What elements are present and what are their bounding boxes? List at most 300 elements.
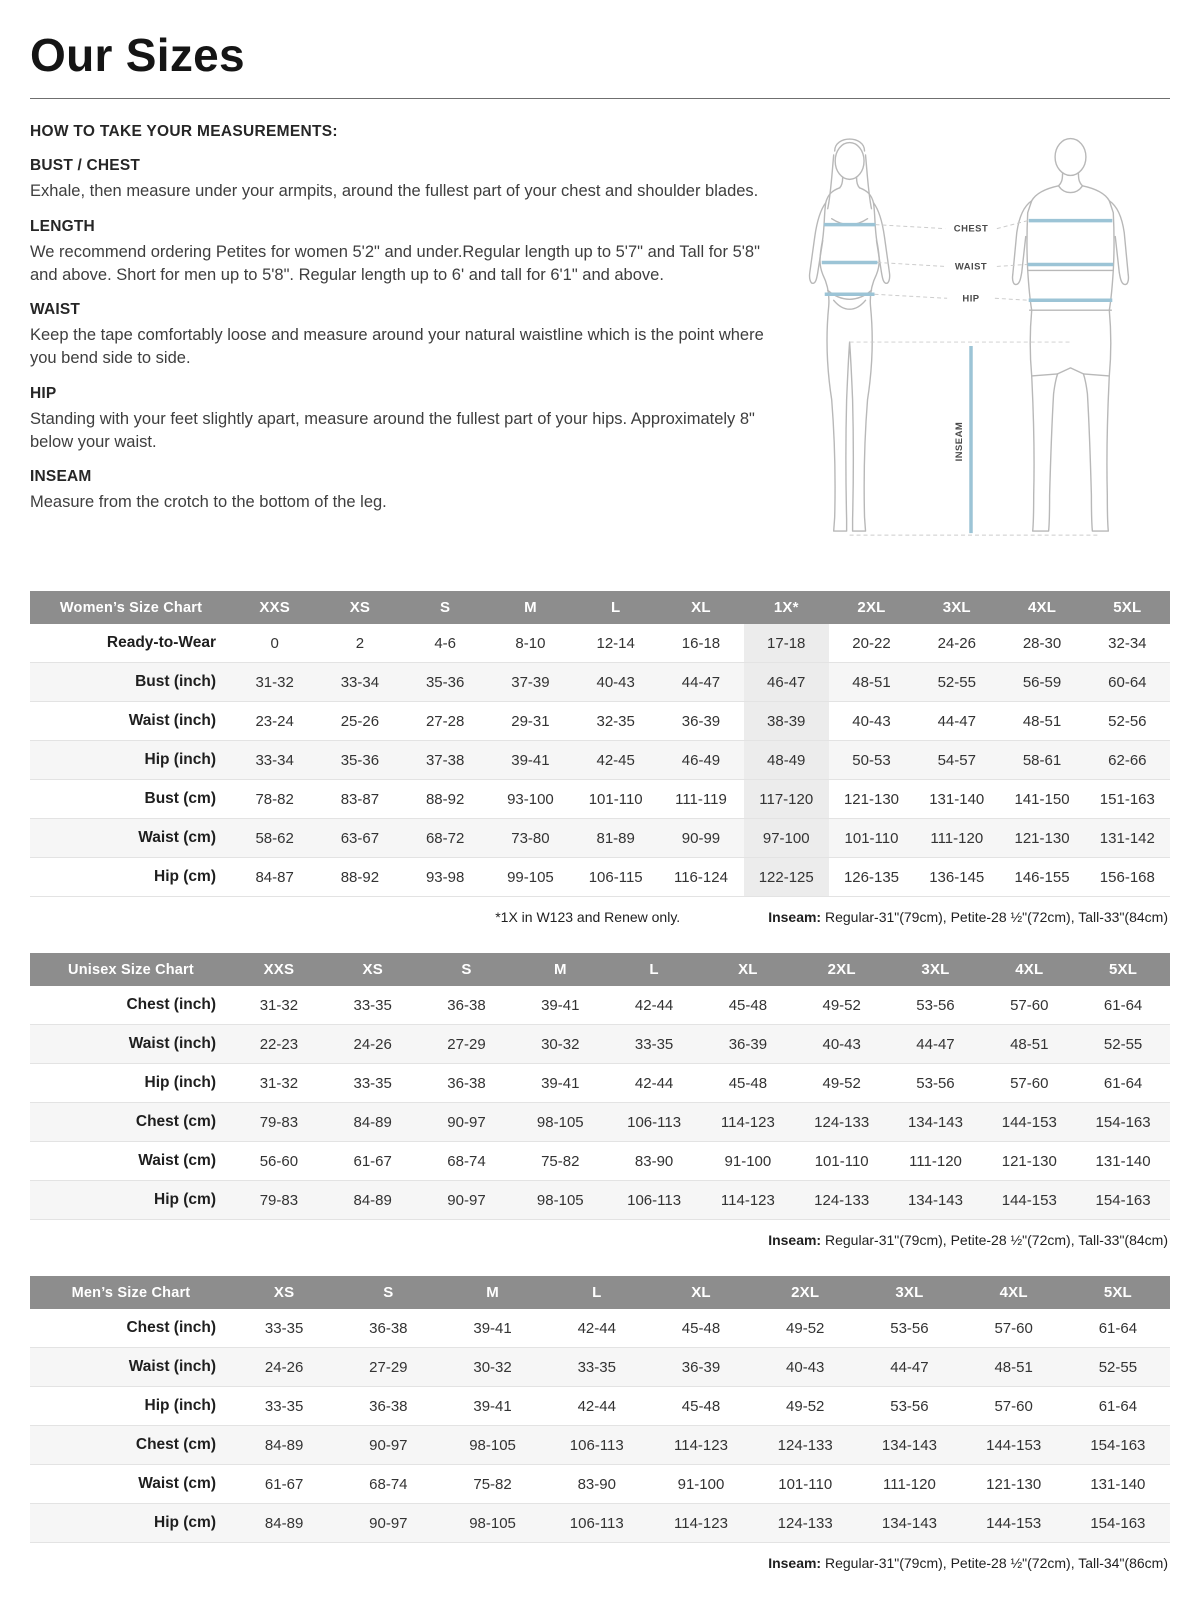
size-cell: 106-113 bbox=[627, 1113, 682, 1131]
title-divider bbox=[30, 98, 1170, 99]
size-cell: 88-92 bbox=[425, 790, 465, 808]
inseam-footnote bbox=[768, 909, 1168, 925]
table-title: Women’s Size Chart bbox=[30, 591, 232, 624]
size-cell: 114-123 bbox=[720, 1113, 775, 1131]
size-cell: 36-38 bbox=[369, 1319, 408, 1337]
size-cell: 33-35 bbox=[353, 1074, 392, 1092]
size-cell: 53-56 bbox=[916, 996, 955, 1014]
how-to-heading: HOW TO TAKE YOUR MEASUREMENTS: bbox=[30, 123, 338, 140]
size-cell: 44-47 bbox=[890, 1358, 929, 1376]
section-body: Exhale, then measure under your armpits, around the fullest part of your chest and shoulder blades. bbox=[30, 182, 759, 200]
table-row bbox=[30, 1142, 1170, 1181]
male-figure bbox=[1013, 139, 1129, 532]
size-cell: 42-44 bbox=[577, 1397, 616, 1415]
table-row bbox=[30, 819, 1170, 858]
column-header: S bbox=[420, 953, 514, 986]
size-cell: 49-52 bbox=[822, 996, 861, 1014]
size-cell: 8-10 bbox=[515, 634, 546, 652]
page-title: Our Sizes bbox=[30, 29, 245, 81]
size-table bbox=[30, 591, 1170, 897]
size-cell: 122-125 bbox=[744, 858, 829, 897]
size-cell: 134-143 bbox=[907, 1191, 963, 1209]
row-label: Waist (cm) bbox=[138, 1475, 216, 1492]
row-label: Hip (inch) bbox=[144, 1397, 216, 1414]
table-row bbox=[30, 1504, 1170, 1543]
size-cell: 45-48 bbox=[681, 1397, 721, 1415]
mens-chart-footnotes bbox=[30, 1555, 1168, 1571]
inseam-footnote-text: Regular-31"(79cm), Petite-28 ½"(72cm), Tall-33"(84cm) bbox=[821, 909, 1168, 925]
size-cell: 39-41 bbox=[473, 1397, 512, 1415]
row-label: Bust (cm) bbox=[144, 790, 216, 807]
size-cell: 16-18 bbox=[681, 634, 721, 652]
measurement-section bbox=[30, 218, 766, 287]
column-header: 3XL bbox=[889, 953, 983, 986]
size-cell: 37-39 bbox=[511, 673, 550, 691]
size-cell: 45-48 bbox=[728, 1074, 768, 1092]
column-header: S bbox=[403, 591, 488, 624]
size-cell: 33-35 bbox=[264, 1319, 304, 1337]
size-cell: 111-119 bbox=[675, 790, 727, 808]
row-label: Hip (cm) bbox=[154, 868, 216, 885]
size-cell: 40-43 bbox=[822, 1035, 861, 1053]
size-cell: 73-80 bbox=[511, 829, 550, 847]
column-header: XXS bbox=[232, 591, 317, 624]
size-cell: 131-142 bbox=[1099, 829, 1155, 847]
size-cell: 44-47 bbox=[937, 712, 976, 730]
size-cell: 53-56 bbox=[890, 1319, 929, 1337]
table-row bbox=[30, 986, 1170, 1025]
size-cell: 36-38 bbox=[447, 996, 486, 1014]
size-cell: 56-59 bbox=[1022, 673, 1062, 691]
size-cell: 57-60 bbox=[994, 1319, 1033, 1337]
size-cell: 30-32 bbox=[541, 1035, 580, 1053]
column-header: XXS bbox=[232, 953, 326, 986]
table-row bbox=[30, 702, 1170, 741]
size-cell: 144-153 bbox=[986, 1514, 1042, 1532]
inseam-footnote bbox=[768, 1232, 1168, 1248]
size-cell: 101-110 bbox=[778, 1475, 833, 1493]
size-cell: 106-113 bbox=[569, 1436, 624, 1454]
section-body: Keep the tape comfortably loose and measure around your natural waistline which is the point where you bend side to side. bbox=[30, 326, 764, 368]
table-row bbox=[30, 1103, 1170, 1142]
size-cell: 33-35 bbox=[634, 1035, 674, 1053]
size-cell: 37-38 bbox=[425, 751, 465, 769]
size-cell: 61-67 bbox=[353, 1152, 392, 1170]
size-cell: 54-57 bbox=[937, 751, 976, 769]
size-cell: 124-133 bbox=[777, 1436, 833, 1454]
column-header: XL bbox=[649, 1276, 753, 1309]
size-cell: 17-18 bbox=[744, 624, 829, 663]
size-cell: 84-87 bbox=[255, 868, 294, 886]
table-row bbox=[30, 1064, 1170, 1103]
size-cell: 61-64 bbox=[1098, 1397, 1138, 1415]
size-cell: 144-153 bbox=[1001, 1191, 1057, 1209]
size-cell: 39-41 bbox=[511, 751, 550, 769]
size-cell: 98-105 bbox=[536, 1113, 584, 1131]
size-cell: 42-44 bbox=[634, 996, 674, 1014]
section-body: Measure from the crotch to the bottom of the leg. bbox=[30, 493, 387, 512]
table-title: Men’s Size Chart bbox=[30, 1276, 232, 1309]
column-header: 2XL bbox=[753, 1276, 857, 1309]
size-cell: 24-26 bbox=[264, 1358, 304, 1376]
column-header: 5XL bbox=[1076, 953, 1170, 986]
row-label: Chest (inch) bbox=[126, 996, 216, 1013]
size-cell: 63-67 bbox=[340, 829, 380, 847]
size-cell: 49-52 bbox=[786, 1397, 825, 1415]
size-cell: 24-26 bbox=[353, 1035, 392, 1053]
size-cell: 48-49 bbox=[744, 741, 829, 780]
size-cell: 40-43 bbox=[786, 1358, 825, 1376]
size-cell: 44-47 bbox=[916, 1035, 955, 1053]
size-cell: 48-51 bbox=[1022, 712, 1062, 730]
size-cell: 42-44 bbox=[634, 1074, 674, 1092]
table-row bbox=[30, 1348, 1170, 1387]
size-cell: 29-31 bbox=[511, 712, 550, 730]
size-cell: 90-97 bbox=[369, 1514, 408, 1532]
size-cell: 20-22 bbox=[852, 634, 891, 652]
size-cell: 39-41 bbox=[541, 996, 580, 1014]
column-header: M bbox=[513, 953, 607, 986]
size-cell: 46-47 bbox=[744, 663, 829, 702]
measurement-sections bbox=[30, 157, 766, 514]
column-header: XS bbox=[326, 953, 420, 986]
size-cell: 61-64 bbox=[1098, 1319, 1138, 1337]
row-label: Bust (inch) bbox=[135, 673, 216, 690]
column-header: XS bbox=[317, 591, 402, 624]
size-cell: 28-30 bbox=[1022, 634, 1062, 652]
column-header: 5XL bbox=[1066, 1276, 1170, 1309]
table-row bbox=[30, 1025, 1170, 1064]
size-cell: 79-83 bbox=[259, 1191, 299, 1209]
size-cell: 49-52 bbox=[786, 1319, 825, 1337]
size-cell: 53-56 bbox=[916, 1074, 955, 1092]
size-cell: 33-34 bbox=[340, 673, 380, 691]
size-cell: 154-163 bbox=[1090, 1436, 1146, 1454]
size-cell: 91-100 bbox=[724, 1152, 772, 1170]
size-cell: 50-53 bbox=[852, 751, 891, 769]
size-cell: 68-72 bbox=[425, 829, 465, 847]
inseam-footnote-label: Inseam: bbox=[768, 909, 822, 925]
chest-label: CHEST bbox=[953, 223, 989, 235]
size-cell: 24-26 bbox=[937, 634, 976, 652]
size-cell: 131-140 bbox=[1090, 1475, 1146, 1493]
size-cell: 31-32 bbox=[259, 996, 299, 1014]
size-cell: 23-24 bbox=[255, 712, 294, 730]
hip-label: HIP bbox=[962, 293, 980, 305]
size-cell: 57-60 bbox=[1010, 1074, 1049, 1092]
size-cell: 141-150 bbox=[1014, 790, 1070, 808]
womens-size-chart bbox=[30, 591, 1170, 897]
size-cell: 0 bbox=[270, 634, 279, 652]
size-cell: 32-35 bbox=[596, 712, 635, 730]
size-cell: 151-163 bbox=[1099, 790, 1155, 808]
size-cell: 121-130 bbox=[1001, 1152, 1057, 1170]
waist-label: WAIST bbox=[954, 261, 988, 273]
size-cell: 84-89 bbox=[264, 1514, 304, 1532]
size-cell: 53-56 bbox=[890, 1397, 929, 1415]
size-cell: 93-100 bbox=[507, 790, 554, 808]
size-cell: 12-14 bbox=[596, 634, 635, 652]
row-label: Waist (cm) bbox=[138, 829, 216, 846]
table-row bbox=[30, 780, 1170, 819]
size-cell: 78-82 bbox=[255, 790, 294, 808]
size-cell: 33-35 bbox=[577, 1358, 616, 1376]
column-header: 2XL bbox=[795, 953, 889, 986]
size-cell: 57-60 bbox=[1010, 996, 1049, 1014]
size-cell: 97-100 bbox=[744, 819, 829, 858]
column-header: L bbox=[545, 1276, 649, 1309]
table-row bbox=[30, 741, 1170, 780]
inseam-footnote-text: Regular-31"(79cm), Petite-28 ½"(72cm), Tall-34"(86cm) bbox=[821, 1555, 1168, 1571]
size-cell: 106-113 bbox=[569, 1514, 624, 1532]
size-cell: 48-51 bbox=[852, 673, 891, 691]
mens-size-chart bbox=[30, 1276, 1170, 1543]
row-label: Hip (inch) bbox=[144, 751, 216, 768]
size-cell: 40-43 bbox=[852, 712, 891, 730]
column-header: L bbox=[607, 953, 701, 986]
header-row bbox=[30, 1276, 1170, 1309]
size-cell: 27-29 bbox=[447, 1035, 486, 1053]
size-cell: 134-143 bbox=[881, 1436, 937, 1454]
size-cell: 124-133 bbox=[814, 1191, 870, 1209]
column-header: XL bbox=[658, 591, 743, 624]
row-label: Hip (cm) bbox=[154, 1191, 216, 1208]
size-cell: 61-64 bbox=[1103, 996, 1143, 1014]
column-header: 3XL bbox=[914, 591, 999, 624]
size-cell: 144-153 bbox=[986, 1436, 1042, 1454]
column-header: 4XL bbox=[999, 591, 1084, 624]
size-cell: 101-110 bbox=[844, 829, 899, 847]
size-cell: 33-35 bbox=[353, 996, 392, 1014]
column-header: M bbox=[440, 1276, 544, 1309]
size-cell: 36-38 bbox=[369, 1397, 408, 1415]
table-row bbox=[30, 1181, 1170, 1220]
size-cell: 101-110 bbox=[814, 1152, 869, 1170]
table-row bbox=[30, 1465, 1170, 1504]
size-cell: 98-105 bbox=[536, 1191, 584, 1209]
size-cell: 75-82 bbox=[541, 1152, 580, 1170]
size-cell: 83-87 bbox=[340, 790, 380, 808]
size-cell: 52-55 bbox=[1103, 1035, 1143, 1053]
size-cell: 25-26 bbox=[340, 712, 380, 730]
size-cell: 146-155 bbox=[1014, 868, 1070, 886]
size-cell: 38-39 bbox=[744, 702, 829, 741]
size-cell: 99-105 bbox=[507, 868, 554, 886]
measurement-section bbox=[30, 301, 766, 370]
header-row bbox=[30, 953, 1170, 986]
size-cell: 57-60 bbox=[994, 1397, 1033, 1415]
table-row bbox=[30, 663, 1170, 702]
row-label: Hip (cm) bbox=[154, 1514, 216, 1531]
section-title: HIP bbox=[30, 384, 57, 402]
size-cell: 68-74 bbox=[447, 1152, 486, 1170]
size-cell: 2 bbox=[355, 634, 365, 652]
size-cell: 36-39 bbox=[681, 1358, 721, 1376]
table-row bbox=[30, 1426, 1170, 1465]
size-cell: 61-67 bbox=[264, 1475, 304, 1493]
size-cell: 84-89 bbox=[353, 1113, 392, 1131]
instructions-column bbox=[30, 123, 772, 529]
size-cell: 93-98 bbox=[425, 868, 465, 886]
column-header: 4XL bbox=[962, 1276, 1066, 1309]
size-charts-area bbox=[30, 591, 1170, 1571]
womens-chart-footnotes bbox=[30, 909, 1168, 925]
column-header: 4XL bbox=[982, 953, 1076, 986]
size-cell: 45-48 bbox=[681, 1319, 721, 1337]
size-cell: 4-6 bbox=[434, 634, 456, 652]
size-cell: 30-32 bbox=[473, 1358, 512, 1376]
row-label: Chest (inch) bbox=[126, 1319, 216, 1336]
size-cell: 134-143 bbox=[881, 1514, 937, 1532]
size-cell: 60-64 bbox=[1108, 673, 1147, 691]
diagram-column bbox=[772, 123, 1170, 583]
row-label: Hip (inch) bbox=[144, 1074, 216, 1091]
size-cell: 114-123 bbox=[720, 1191, 775, 1209]
size-cell: 42-45 bbox=[596, 751, 635, 769]
size-cell: 90-97 bbox=[447, 1113, 486, 1131]
size-cell: 52-55 bbox=[937, 673, 976, 691]
size-cell: 134-143 bbox=[907, 1113, 963, 1131]
size-cell: 154-163 bbox=[1095, 1113, 1151, 1131]
row-label: Waist (inch) bbox=[128, 1358, 216, 1375]
size-cell: 75-82 bbox=[473, 1475, 512, 1493]
section-body: We recommend ordering Petites for women 5'2" and under.Regular length up to 5'7" and Tall for 5'8" and above. Short for men up to 5'8". Regular length up to 6' and tall for 6'1" and above. bbox=[30, 242, 760, 284]
measurement-section bbox=[30, 157, 766, 203]
size-cell: 117-120 bbox=[744, 780, 829, 819]
size-cell: 27-29 bbox=[369, 1358, 408, 1376]
size-cell: 121-130 bbox=[1014, 829, 1070, 847]
section-title: BUST / CHEST bbox=[30, 157, 141, 174]
size-cell: 36-38 bbox=[447, 1074, 486, 1092]
size-cell: 79-83 bbox=[259, 1113, 299, 1131]
size-cell: 91-100 bbox=[677, 1475, 725, 1493]
section-title: INSEAM bbox=[30, 468, 92, 486]
size-cell: 52-55 bbox=[1098, 1358, 1138, 1376]
measurement-section bbox=[30, 468, 766, 514]
size-cell: 61-64 bbox=[1103, 1074, 1143, 1092]
size-cell: 39-41 bbox=[541, 1074, 580, 1092]
size-cell: 114-123 bbox=[674, 1436, 728, 1454]
size-cell: 35-36 bbox=[340, 751, 380, 769]
size-cell: 84-89 bbox=[353, 1191, 392, 1209]
size-cell: 121-130 bbox=[986, 1475, 1042, 1493]
inseam-footnote-label: Inseam: bbox=[768, 1232, 822, 1248]
table-row bbox=[30, 858, 1170, 897]
size-cell: 81-89 bbox=[596, 829, 635, 847]
size-cell: 121-130 bbox=[843, 790, 900, 808]
row-label: Waist (inch) bbox=[128, 1035, 216, 1052]
size-cell: 83-90 bbox=[634, 1152, 674, 1170]
inseam-label: INSEAM bbox=[954, 421, 966, 462]
size-cell: 90-97 bbox=[369, 1436, 408, 1454]
size-cell: 58-61 bbox=[1022, 751, 1062, 769]
size-cell: 124-133 bbox=[777, 1514, 833, 1532]
size-cell: 90-97 bbox=[447, 1191, 486, 1209]
size-cell: 68-74 bbox=[369, 1475, 408, 1493]
table-title: Unisex Size Chart bbox=[30, 953, 232, 986]
size-cell: 27-28 bbox=[425, 712, 465, 730]
table-row bbox=[30, 1387, 1170, 1426]
size-cell: 56-60 bbox=[259, 1152, 299, 1170]
row-label: Ready-to-Wear bbox=[106, 634, 216, 651]
measurement-instructions-row bbox=[30, 123, 1170, 583]
size-cell: 131-140 bbox=[929, 790, 985, 808]
size-cell: 154-163 bbox=[1090, 1514, 1146, 1532]
size-cell: 111-120 bbox=[909, 1152, 962, 1170]
size-cell: 144-153 bbox=[1001, 1113, 1057, 1131]
size-cell: 33-35 bbox=[264, 1397, 304, 1415]
measurement-diagram bbox=[772, 125, 1170, 583]
size-cell: 124-133 bbox=[814, 1113, 870, 1131]
column-header: XS bbox=[232, 1276, 336, 1309]
size-cell: 62-66 bbox=[1108, 751, 1147, 769]
column-header: 1X* bbox=[744, 591, 829, 624]
size-cell: 83-90 bbox=[577, 1475, 616, 1493]
size-cell: 52-56 bbox=[1108, 712, 1147, 730]
asterisk-footnote: *1X in W123 and Renew only. bbox=[495, 909, 681, 925]
size-cell: 90-99 bbox=[681, 829, 721, 847]
size-cell: 48-51 bbox=[994, 1358, 1033, 1376]
size-cell: 84-89 bbox=[264, 1436, 304, 1454]
size-cell: 45-48 bbox=[728, 996, 768, 1014]
size-table bbox=[30, 953, 1170, 1220]
size-cell: 131-140 bbox=[1095, 1152, 1151, 1170]
size-cell: 39-41 bbox=[473, 1319, 512, 1337]
size-cell: 88-92 bbox=[340, 868, 380, 886]
size-cell: 106-115 bbox=[588, 868, 643, 886]
size-cell: 49-52 bbox=[822, 1074, 861, 1092]
size-cell: 22-23 bbox=[259, 1035, 299, 1053]
row-label: Chest (cm) bbox=[135, 1436, 216, 1453]
section-title: WAIST bbox=[30, 301, 81, 319]
section-body: Standing with your feet slightly apart, measure around the fullest part of your hips. Approximately 8" below your waist. bbox=[30, 409, 755, 451]
size-cell: 156-168 bbox=[1099, 868, 1155, 886]
size-table bbox=[30, 1276, 1170, 1543]
measurement-section bbox=[30, 385, 766, 454]
unisex-size-chart bbox=[30, 953, 1170, 1220]
column-header: S bbox=[336, 1276, 440, 1309]
size-cell: 46-49 bbox=[681, 751, 721, 769]
size-cell: 32-34 bbox=[1108, 634, 1147, 652]
column-header: 2XL bbox=[829, 591, 914, 624]
unisex-chart-footnotes bbox=[30, 1232, 1168, 1248]
size-cell: 40-43 bbox=[596, 673, 635, 691]
size-cell: 36-39 bbox=[681, 712, 721, 730]
table-row bbox=[30, 1309, 1170, 1348]
row-label: Chest (cm) bbox=[135, 1113, 216, 1130]
size-cell: 48-51 bbox=[1010, 1035, 1049, 1053]
size-cell: 106-113 bbox=[627, 1191, 682, 1209]
size-cell: 98-105 bbox=[469, 1514, 516, 1532]
size-cell: 154-163 bbox=[1095, 1191, 1151, 1209]
column-header: 5XL bbox=[1085, 591, 1170, 624]
table-row bbox=[30, 624, 1170, 663]
size-cell: 44-47 bbox=[681, 673, 721, 691]
size-cell: 98-105 bbox=[469, 1436, 516, 1454]
size-cell: 58-62 bbox=[255, 829, 294, 847]
size-cell: 101-110 bbox=[588, 790, 643, 808]
column-header: XL bbox=[701, 953, 795, 986]
size-cell: 114-123 bbox=[674, 1514, 728, 1532]
size-cell: 36-39 bbox=[728, 1035, 768, 1053]
header-row bbox=[30, 591, 1170, 624]
inseam-footnote-label: Inseam: bbox=[768, 1555, 822, 1571]
size-cell: 31-32 bbox=[259, 1074, 299, 1092]
female-figure bbox=[810, 139, 890, 531]
row-label: Waist (inch) bbox=[128, 712, 216, 729]
size-cell: 33-34 bbox=[255, 751, 294, 769]
column-header: M bbox=[488, 591, 573, 624]
